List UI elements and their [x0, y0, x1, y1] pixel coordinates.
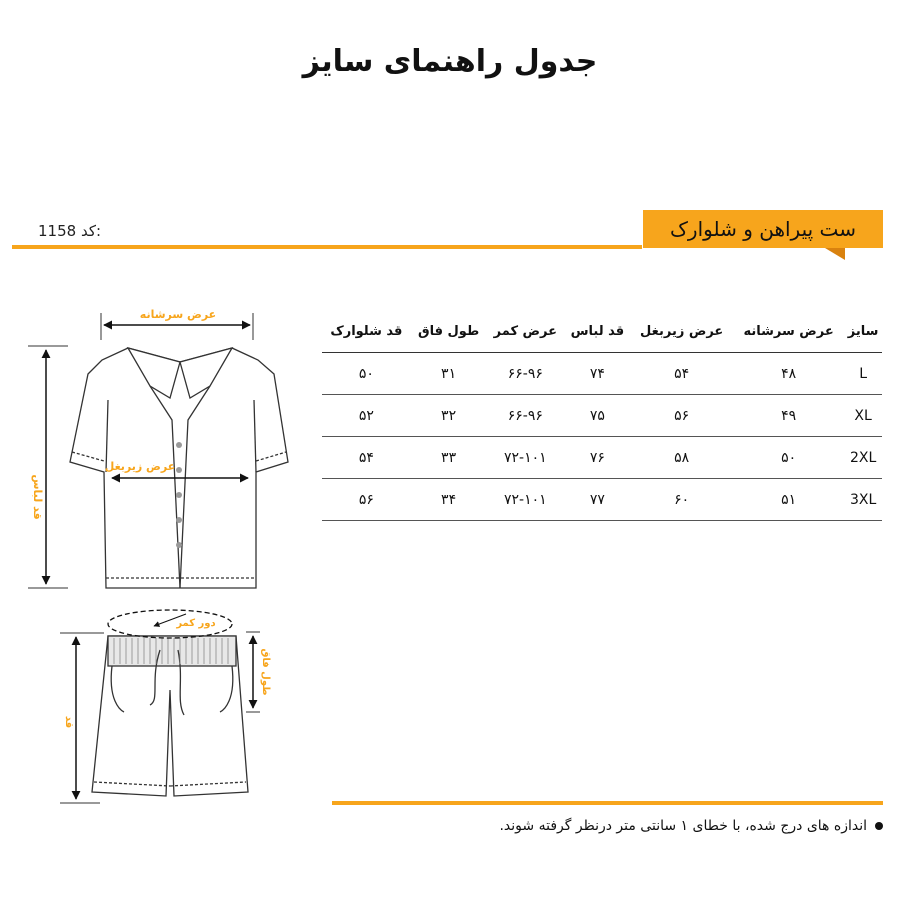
- button-icon: [176, 492, 182, 498]
- table-cell: ۵۰: [733, 437, 844, 479]
- shoulder-measure: [101, 308, 253, 340]
- table-cell: ۷۴: [564, 353, 630, 395]
- product-code-value: 1158: [38, 222, 77, 240]
- table-cell: ۶۶-۹۶: [486, 395, 564, 437]
- table-cell: ۴۹: [733, 395, 844, 437]
- table-cell: ۷۵: [564, 395, 630, 437]
- table-cell: ۵۶: [322, 479, 411, 521]
- tolerance-note-text: اندازه های درج شده، با خطای ۱ سانتی متر درنظر گرفته شوند.: [499, 818, 867, 834]
- header-shorts-length: قد شلوارک: [322, 310, 411, 353]
- table-cell: ۶۶-۹۶: [486, 353, 564, 395]
- waist-label: دور کمر: [176, 618, 216, 629]
- product-code-label: کد:: [80, 222, 102, 240]
- button-icon: [176, 517, 182, 523]
- table-cell: ۳۳: [411, 437, 486, 479]
- table-cell: ۴۸: [733, 353, 844, 395]
- shoulder-label: عرض سرشانه: [139, 308, 217, 321]
- header-shoulder: عرض سرشانه: [733, 310, 844, 353]
- shorts-drawing: [92, 636, 248, 796]
- header-shirt-length: قد لباس: [564, 310, 630, 353]
- button-icon: [176, 467, 182, 473]
- shorts-length-label: قد: [63, 715, 74, 729]
- table-cell: 3XL: [844, 479, 882, 521]
- table-cell: L: [844, 353, 882, 395]
- table-cell: ۵۸: [630, 437, 733, 479]
- chest-label: عرض زیربغل: [104, 460, 176, 473]
- shirt-length-measure: [28, 346, 68, 588]
- shirt-length-label: قد لباس: [31, 474, 44, 520]
- button-icon: [176, 542, 182, 548]
- table-cell: 2XL: [844, 437, 882, 479]
- table-cell: ۳۴: [411, 479, 486, 521]
- header-waist: عرض کمر: [486, 310, 564, 353]
- rise-label: طول فاق: [260, 648, 271, 696]
- table-cell: ۳۲: [411, 395, 486, 437]
- table-cell: ۵۶: [630, 395, 733, 437]
- table-cell: ۵۴: [322, 437, 411, 479]
- waist-measure: [108, 610, 232, 638]
- table-cell: ۷۶: [564, 437, 630, 479]
- table-cell: ۷۷: [564, 479, 630, 521]
- page-title: جدول راهنمای سایز: [302, 44, 598, 79]
- rise-measure: [246, 632, 271, 712]
- table-cell: ۵۲: [322, 395, 411, 437]
- table-cell: ۷۲-۱۰۱: [486, 479, 564, 521]
- table-cell: ۵۱: [733, 479, 844, 521]
- table-cell: ۶۰: [630, 479, 733, 521]
- table-cell: ۷۲-۱۰۱: [486, 437, 564, 479]
- table-cell: ۵۰: [322, 353, 411, 395]
- product-banner-text: ست پیراهن و شلوارک: [670, 217, 856, 241]
- header-size: سایز: [844, 310, 882, 353]
- header-rise: طول فاق: [411, 310, 486, 353]
- header-chest: عرض زیربغل: [630, 310, 733, 353]
- button-icon: [176, 442, 182, 448]
- table-cell: ۵۴: [630, 353, 733, 395]
- table-cell: XL: [844, 395, 882, 437]
- table-cell: ۳۱: [411, 353, 486, 395]
